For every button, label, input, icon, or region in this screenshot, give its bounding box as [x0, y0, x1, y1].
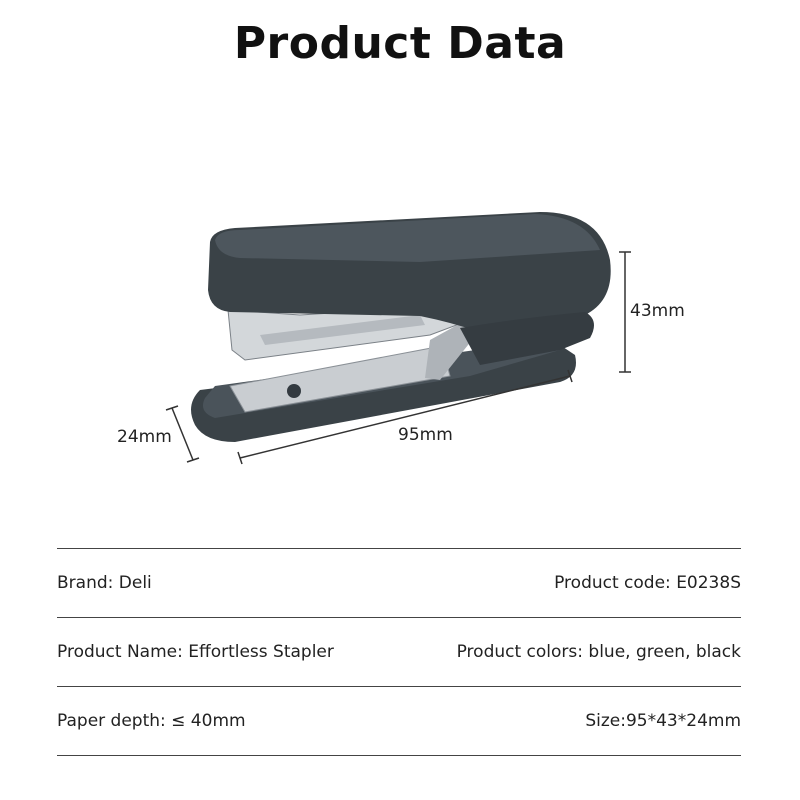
spec-table	[57, 548, 741, 756]
spec-size: Size:95*43*24mm	[585, 711, 741, 731]
width-dimension-label: 95mm	[398, 425, 453, 445]
spec-paper-depth: Paper depth: ≤ 40mm	[57, 711, 246, 731]
stapler-product-image	[0, 150, 800, 490]
spec-row	[57, 548, 741, 617]
spec-product-code: Product code: E0238S	[554, 573, 741, 593]
spec-product-colors: Product colors: blue, green, black	[456, 642, 741, 662]
spec-product-name: Product Name: Effortless Stapler	[57, 642, 334, 662]
height-dimension-label: 43mm	[630, 301, 685, 321]
spec-row	[57, 686, 741, 756]
depth-dimension-label: 24mm	[117, 427, 172, 447]
anvil-screw	[287, 384, 301, 398]
depth-dimension-line	[172, 408, 193, 460]
spec-brand: Brand: Deli	[57, 573, 152, 593]
page-title: Product Data	[233, 18, 567, 69]
spec-row	[57, 617, 741, 686]
